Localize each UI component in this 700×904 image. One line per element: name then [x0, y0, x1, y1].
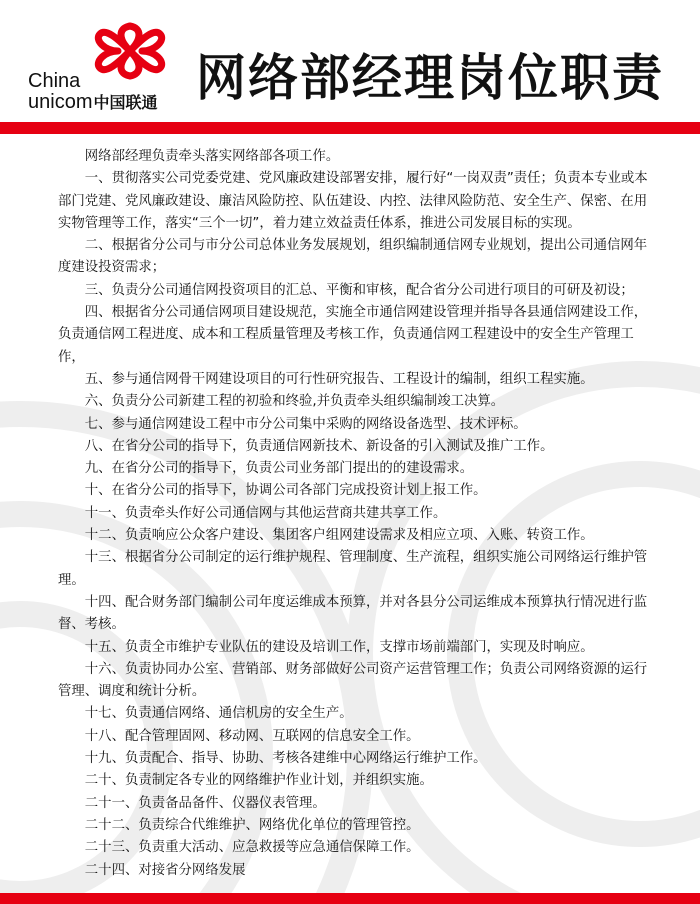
- duty-item: 十九、负责配合、指导、协助、考核各建维中心网络运行维护工作。: [84, 751, 487, 767]
- duty-item: 八、在省分公司的指导下，负责通信网新技术、新设备的引入测试及推广工作。: [84, 438, 554, 454]
- duty-item: 九、在省分公司的指导下，负责公司业务部门提出的的建设需求。: [84, 461, 474, 477]
- duty-item: 十三、根据省分公司制定的运行维护规程、管理制度、生产流程，组织实施公司网络运行维护管理。: [58, 550, 648, 588]
- logo-text-en-1: China: [28, 70, 81, 92]
- duty-item: 十五、负责全市维护专业队伍的建设及培训工作，支撑市场前端部门，实现及时响应。: [84, 639, 594, 655]
- footer-red-stripe: [0, 893, 700, 904]
- header: [0, 0, 700, 122]
- duty-item: 二、根据省分公司与市分公司总体业务发展规划，组织编制通信网专业规划，提出公司通信网年度建设投资需求；: [58, 238, 648, 276]
- duty-item: 十七、负责通信网络、通信机房的安全生产。: [84, 706, 353, 722]
- logo-text-en-2: [28, 90, 158, 114]
- intro-paragraph: 网络部经理负责牵头落实网络部各项工作。: [84, 149, 340, 164]
- duty-item: 七、参与通信网建设工程中市分公司集中采购的网络设备选型、技术评标。: [84, 416, 527, 432]
- duty-item: 六、负责分公司新建工程的初验和终验,并负责牵头组织编制竣工决算。: [84, 394, 505, 410]
- duty-item: 五、参与通信网骨干网建设项目的可行性研究报告、工程设计的编制，组织工程实施。: [84, 371, 594, 387]
- header-red-stripe: [0, 122, 700, 134]
- duty-item: 十六、负责协同办公室、营销部、财务部做好公司资产运营管理工作；负责公司网络资源的运行管理、调度和统计分析。: [58, 661, 648, 700]
- duty-item: 二十、负责制定各专业的网络维护作业计划，并组织实施。: [84, 773, 433, 789]
- china-unicom-knot-icon: [88, 22, 172, 80]
- duty-item: 十二、负责响应公众客户建设、集团客户组网建设需求及相应立项、入账、转资工作。: [84, 528, 594, 544]
- duty-item: 二十三、负责重大活动、应急救援等应急通信保障工作。: [84, 840, 420, 856]
- duty-item: 二十一、负责备品备件、仪器仪表管理。: [84, 795, 326, 811]
- duty-item: 十四、配合财务部门编制公司年度运维成本预算，并对各县分公司运维成本预算执行情况进行监督、考核。: [58, 594, 648, 633]
- logo-text-cn: 中国联通: [93, 95, 158, 112]
- duty-item: 二十四、对接省分网络发展: [84, 862, 246, 878]
- logo-text-unicom: unicom: [28, 91, 93, 113]
- page-title: 网络部经理岗位职责: [196, 49, 664, 107]
- duty-item: 二十二、负责综合代维维护、网络优化单位的管理管控。: [84, 817, 420, 833]
- duty-item: 一、贯彻落实公司党委党建、党风廉政建设部署安排，履行好“一岗双责”责任；负责本专业或本部门党建、党风廉政建设、廉洁风险防控、队伍建设、内控、法律风险防范、安全生产、保密、在用实物管理等工作，落实“三个一切”，着力建立效益责任体系，推进公司发展目标的实现。: [58, 171, 648, 231]
- duty-item: 十、在省分公司的指导下，协调公司各部门完成投资计划上报工作。: [84, 483, 487, 499]
- duty-item: 三、负责分公司通信网投资项目的汇总、平衡和审核，配合省分公司进行项目的可研及初设；: [84, 282, 634, 298]
- duty-item: 十一、负责牵头作好公司通信网与其他运营商共建共享工作。: [84, 505, 447, 521]
- duties-document: [58, 146, 648, 882]
- duty-item: 四、根据省分公司通信网项目建设规范，实施全市通信网建设管理并指导各县通信网建设工作，负责通信网工程进度、成本和工程质量管理及考核工作，负责通信网工程建设中的安全生产管理工作，: [58, 305, 648, 365]
- duty-item: 十八、配合管理固网、移动网、互联网的信息安全工作。: [84, 728, 420, 744]
